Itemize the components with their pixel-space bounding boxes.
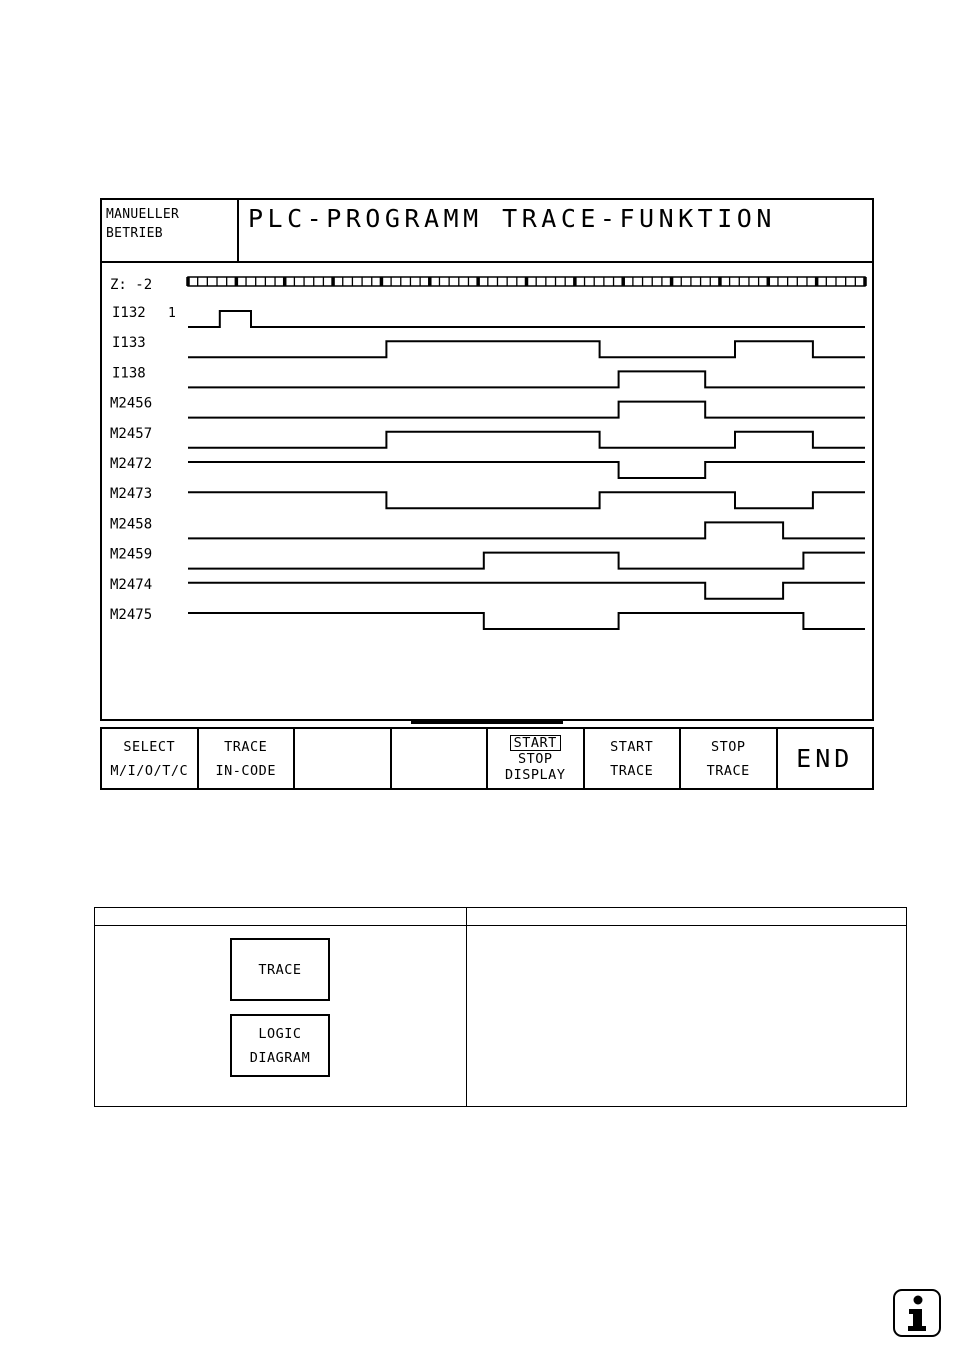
cycle-tick [536,277,537,286]
cycle-tick [777,277,778,286]
trace-screen [100,198,874,721]
cycle-tick [826,277,827,286]
signal-label: M2475 [110,607,153,623]
mode-line-2: BETRIEB [106,226,163,241]
cycle-tick [729,277,730,286]
cycle-tick [855,277,856,286]
cycle-tick [621,277,625,286]
trace-diagram [102,200,872,719]
cycle-tick [186,277,190,286]
signal-waveform [188,341,865,357]
cycle-tick [632,277,633,286]
signal-label: M2457 [110,425,153,442]
softkey-label: STOP [710,738,746,755]
cycle-tick [670,277,674,286]
cycle-tick [516,277,517,286]
cycle-tick [642,277,643,286]
cycle-tick [710,277,711,286]
cycle-tick [294,277,295,286]
softkey-label: DISPLAY [505,766,566,783]
cycle-tick [458,277,459,286]
cycle-tick [652,277,653,286]
cycle-tick [507,277,508,286]
softkey-select[interactable] [102,729,199,788]
cycle-tick [274,277,275,286]
signal-waveform [188,432,865,448]
cycle-tick [428,277,432,286]
softkey-start-stop-display[interactable] [488,729,585,788]
cycle-tick [748,277,749,286]
cycle-tick [661,277,662,286]
signal-label: M2459 [110,546,153,563]
cycle-tick [835,277,836,286]
cycle-tick [845,277,846,286]
cycle-tick [603,277,604,286]
cycle-tick [739,277,740,286]
cycle-tick [448,277,449,286]
signal-marker: 1 [168,306,176,321]
cycle-tick [767,277,771,286]
cycle-tick [815,277,819,286]
cycle-tick [787,277,788,286]
softkey-label: TRACE [706,762,750,779]
softkey-trace-in-code[interactable] [199,729,296,788]
screen-title: PLC-PROGRAMM TRACE-FUNKTION [239,200,872,263]
cycle-tick [371,277,372,286]
signal-waveform [188,613,865,629]
signal-label: M2456 [110,395,153,412]
cycle-tick [555,277,556,286]
softkey-label: M/I/O/T/C [110,762,189,779]
cycle-tick [718,277,722,286]
cycle-tick [410,277,411,286]
cycle-tick [797,277,798,286]
softkey-label: STOP [517,750,553,767]
signal-waveform [188,371,865,387]
cycle-tick [207,277,208,286]
softkey-stop-trace[interactable] [681,729,778,788]
cycle-tick [573,277,577,286]
softkey-end[interactable] [778,729,873,788]
mode-line-1: MANUELLER [106,207,180,222]
cycle-tick [400,277,401,286]
cycle-tick [380,277,384,286]
softkey-table [94,907,907,1107]
cycle-tick [613,277,614,286]
cycle-tick [700,277,701,286]
signal-label: I133 [112,335,146,352]
signal-label: M2473 [110,486,153,503]
info-icon [893,1289,941,1337]
cycle-tick [245,277,246,286]
signal-waveform [188,553,865,569]
signal-label: I132 [112,305,146,321]
softkey-empty-4[interactable] [392,729,489,788]
softkey-boxed-label: START [510,735,561,751]
softkey-empty-3[interactable] [295,729,392,788]
cycle-tick [584,277,585,286]
signal-waveform [188,462,865,478]
cycle-tick [690,277,691,286]
cycle-label: Z: -2 [110,277,153,293]
cycle-tick [197,277,198,286]
cycle-tick [352,277,353,286]
cycle-tick [226,277,227,286]
cycle-tick [331,277,335,286]
cycle-tick [235,277,239,286]
softkey-label: TRACE [258,961,302,978]
cycle-tick [342,277,343,286]
softkey-start-trace[interactable] [585,729,682,788]
signal-label: M2472 [110,456,153,472]
signal-waveform [188,522,865,538]
trace-softkey[interactable] [230,938,330,1001]
table-header-divider [95,925,906,926]
softkey-label: SELECT [123,738,176,755]
logic-diagram-softkey[interactable] [230,1014,330,1077]
signal-label: I138 [112,365,146,382]
cycle-tick [313,277,314,286]
cycle-tick [216,277,217,286]
cycle-tick [525,277,529,286]
softkey-label: TRACE [610,762,654,779]
cycle-tick [565,277,566,286]
cycle-tick [545,277,546,286]
softkey-bar [100,727,874,790]
signal-waveform [188,402,865,418]
softkey-label: START [610,738,654,755]
cycle-tick [323,277,324,286]
cycle-tick [487,277,488,286]
cycle-tick [594,277,595,286]
cycle-tick [303,277,304,286]
cycle-tick [439,277,440,286]
cycle-tick [681,277,682,286]
cycle-tick [390,277,391,286]
signal-waveform [188,492,865,508]
signal-label: M2474 [110,576,153,593]
signal-waveform [188,311,865,327]
cycle-tick [758,277,759,286]
cycle-tick [265,277,266,286]
cycle-tick [806,277,807,286]
softkey-label: DIAGRAM [249,1049,311,1066]
cycle-tick [863,277,867,286]
softkey-label: TRACE [224,738,268,755]
signal-waveform [188,583,865,599]
cycle-tick [283,277,287,286]
softkey-label: END [796,743,854,773]
cycle-tick [476,277,480,286]
table-column-divider [466,908,467,1106]
cycle-tick [255,277,256,286]
cycle-tick [419,277,420,286]
softkey-label: LOGIC [258,1025,302,1042]
cycle-tick [468,277,469,286]
scroll-bar[interactable] [411,721,563,724]
signal-label: M2458 [110,516,153,533]
cycle-tick [497,277,498,286]
softkey-label: IN-CODE [215,762,276,779]
cycle-tick [361,277,362,286]
